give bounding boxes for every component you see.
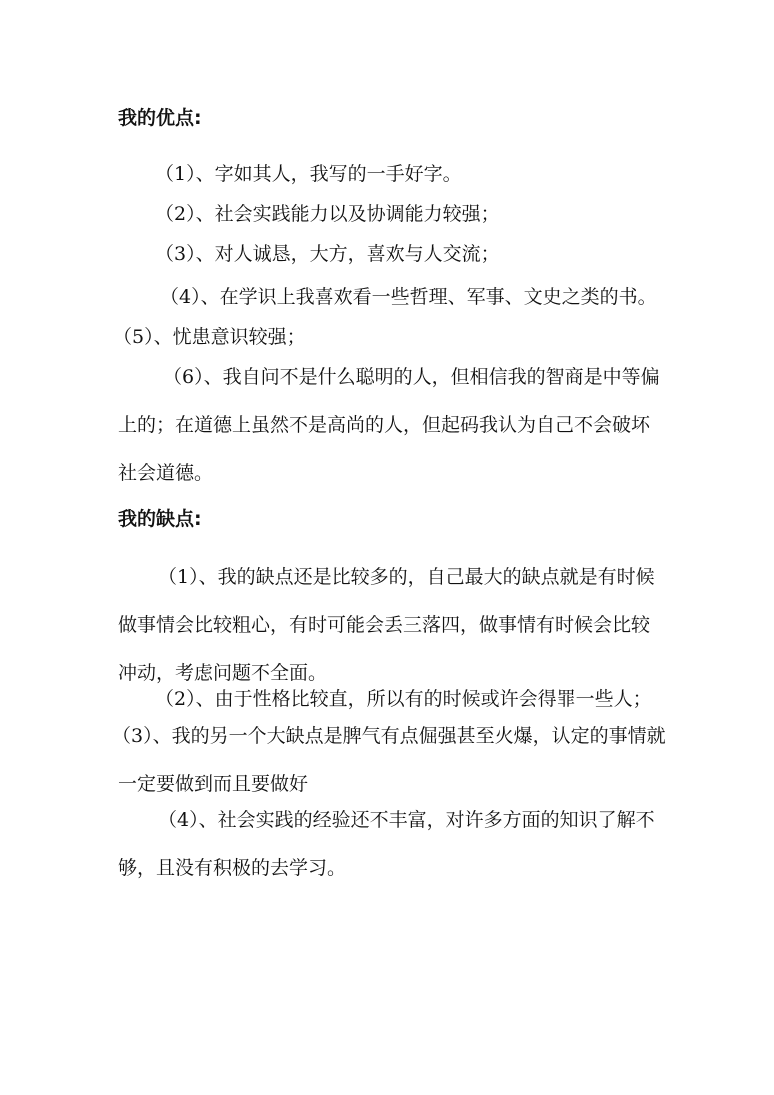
strength-item-3: （3）、对人诚恳，大方，喜欢与人交流； bbox=[155, 243, 500, 265]
strength-item-4: （4）、在学识上我喜欢看一些哲理、军事、文史之类的书。 bbox=[160, 286, 657, 308]
strength-item-1: （1）、字如其人，我写的一手好字。 bbox=[155, 163, 462, 185]
weakness-item-4: （4）、社会实践的经验还不丰富，对许多方面的知识了解不够，且没有积极的去学习。 bbox=[118, 809, 655, 879]
strength-item-5: （5）、忧患意识较强； bbox=[113, 326, 306, 348]
weakness-item-1: （1）、我的缺点还是比较多的，自己最大的缺点就是有时候做事情会比较粗心，有时可能会丢三落四，做事情有时候会比较冲动，考虑问题不全面。 bbox=[118, 566, 655, 684]
weaknesses-heading: 我的缺点: bbox=[118, 508, 202, 530]
weakness-item-3: （3）、我的另一个大缺点是脾气有点倔强甚至火爆，认定的事情就一定要做到而且要做好 bbox=[112, 725, 666, 795]
weakness-item-2: （2）、由于性格比较直，所以有的时候或许会得罪一些人； bbox=[155, 688, 652, 710]
strengths-heading: 我的优点: bbox=[118, 107, 202, 129]
strength-item-2: （2）、社会实践能力以及协调能力较强； bbox=[155, 203, 500, 225]
strength-item-6: （6）、我自问不是什么聪明的人，但相信我的智商是中等偏上的；在道德上虽然不是高尚的人，但起码我认为自己不会破坏社会道德。 bbox=[118, 366, 660, 484]
